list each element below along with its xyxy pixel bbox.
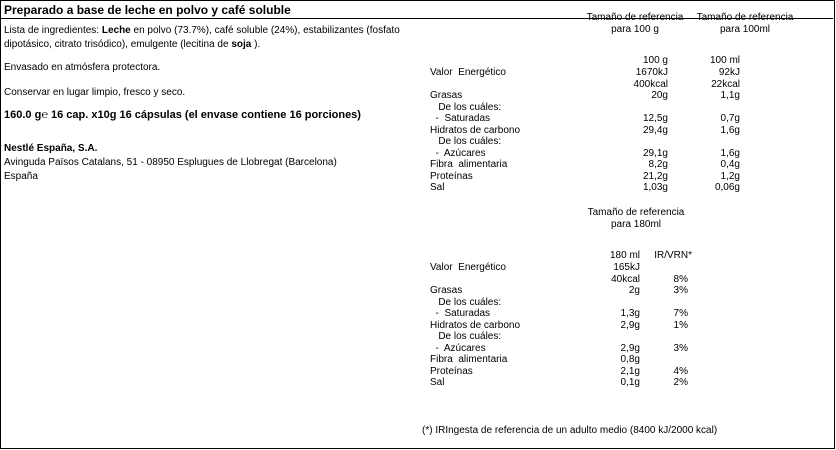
table2-header-180ml	[576, 207, 696, 231]
ingredients-prefix: Lista de ingredientes:	[4, 25, 102, 36]
nutrient-label: Proteínas	[430, 365, 473, 377]
packaging-note: Envasado en atmósfera protectora.	[4, 62, 161, 73]
nutrient-value: 2,1g	[620, 365, 640, 377]
nutrient-value: 92kJ	[718, 67, 740, 78]
ingredients-suffix: ).	[251, 39, 261, 50]
nutrient-value: 2,9g	[620, 319, 640, 331]
header-line: Tamaño de referencia	[696, 12, 794, 23]
package-details: 16 cap. x10g 16 cápsulas (el envase contiene 16 porciones)	[50, 109, 361, 121]
nutrient-value: 1,3g	[620, 308, 640, 319]
nutrient-value: 1,2g	[720, 170, 740, 182]
nutrient-label: Hidratos de carbono	[430, 319, 521, 331]
nutrient-value: 29,4g	[642, 124, 668, 136]
nutrient-value: 0,06g	[714, 182, 740, 193]
allergen-soy: soja	[231, 39, 252, 50]
company-name: Nestlé España, S.A.	[4, 143, 98, 154]
ingredients-middle: en polvo (73.7%), café soluble (24%), estabilizantes (fosfato dipotásico, citrato trisódico), emulgente (lecitina de	[4, 25, 400, 50]
header-line: para 100 g	[611, 24, 659, 35]
header-line: Tamaño de referencia	[587, 207, 685, 218]
header-line: Tamaño de referencia	[586, 12, 684, 23]
table1-header-100ml	[685, 12, 805, 36]
table1-unit-100ml: 100 ml	[709, 55, 740, 66]
nutrient-label: Grasas	[430, 90, 463, 101]
nutrient-value: 7%	[673, 308, 688, 319]
estimated-sign-icon: ℮	[41, 109, 48, 121]
table2-unit-ir: IR/VRN*	[654, 250, 692, 261]
nutrient-value: 3%	[673, 342, 688, 354]
company-country: España	[4, 171, 38, 182]
nutrient-value: 1,6g	[720, 147, 740, 159]
package-info	[4, 109, 361, 122]
product-title: Preparado a base de leche en polvo y café soluble	[4, 3, 291, 17]
nutrient-label: Sal	[430, 182, 445, 193]
nutrient-value: 165kJ	[613, 262, 640, 273]
nutrient-label: De los cuáles:	[430, 331, 502, 342]
nutrient-label: Fibra alimentaria	[430, 159, 508, 170]
ingredients-list	[4, 24, 404, 52]
nutrient-label: Sal	[430, 377, 445, 388]
nutrient-label: Hidratos de carbono	[430, 124, 521, 136]
nutrient-value: 1670kJ	[635, 67, 668, 78]
nutrient-value: 1%	[673, 319, 688, 331]
nutrient-label: Grasas	[430, 285, 463, 296]
table1-header-100g	[575, 12, 695, 36]
nutrient-value: 20g	[651, 90, 668, 101]
nutrient-label: - Saturadas	[430, 308, 491, 319]
nutrient-value: 1,03g	[642, 182, 668, 193]
nutrient-value: 22kcal	[711, 78, 740, 90]
nutrient-value: 29,1g	[642, 147, 668, 159]
nutrient-label: De los cuáles:	[430, 136, 502, 147]
nutrient-value: 0,8g	[620, 354, 640, 365]
net-weight: 160.0 g	[4, 109, 42, 121]
allergen-milk: Leche	[101, 25, 131, 36]
company-address: Avinguda Països Catalans, 51 - 08950 Esplugues de Llobregat (Barcelona)	[4, 157, 337, 168]
footnote: (*) IRIngesta de referencia de un adulto medio (8400 kJ/2000 kcal)	[422, 425, 718, 436]
nutrient-value: 0,1g	[620, 377, 640, 388]
nutrient-value: 8,2g	[648, 159, 668, 170]
nutrient-value: 3%	[673, 285, 688, 296]
nutrient-label: - Azúcares	[430, 147, 486, 159]
nutrient-label: - Azúcares	[430, 342, 486, 354]
header-line: para 100ml	[719, 24, 771, 35]
nutrient-value: 4%	[673, 365, 688, 377]
nutrient-value: 40kcal	[611, 273, 640, 285]
nutrient-label: De los cuáles:	[430, 296, 502, 308]
nutrient-value: 1,6g	[720, 124, 740, 136]
nutrient-value: 2g	[628, 285, 640, 296]
nutrient-value: 0,4g	[720, 159, 740, 170]
table1-unit-100g: 100 g	[642, 55, 668, 66]
nutrient-label: Proteínas	[430, 170, 473, 182]
nutrient-label: Valor Energético	[430, 67, 506, 78]
nutrient-value: 21,2g	[642, 170, 668, 182]
header-line: para 180ml	[610, 219, 662, 230]
nutrient-label: Fibra alimentaria	[430, 354, 508, 365]
nutrient-label: Valor Energético	[430, 262, 506, 273]
storage-note: Conservar en lugar limpio, fresco y seco.	[4, 87, 186, 98]
nutrient-label: - Saturadas	[430, 113, 491, 124]
nutrient-value: 2,9g	[620, 342, 640, 354]
nutrient-value: 8%	[673, 273, 688, 285]
nutrient-label: De los cuáles:	[430, 101, 502, 113]
nutrient-value: 1,1g	[720, 90, 740, 101]
table2-unit-180ml: 180 ml	[609, 250, 640, 261]
nutrient-value: 2%	[673, 377, 688, 388]
nutrient-value: 12,5g	[642, 113, 668, 124]
nutrient-value: 0,7g	[720, 113, 740, 124]
nutrient-value: 400kcal	[633, 78, 668, 90]
